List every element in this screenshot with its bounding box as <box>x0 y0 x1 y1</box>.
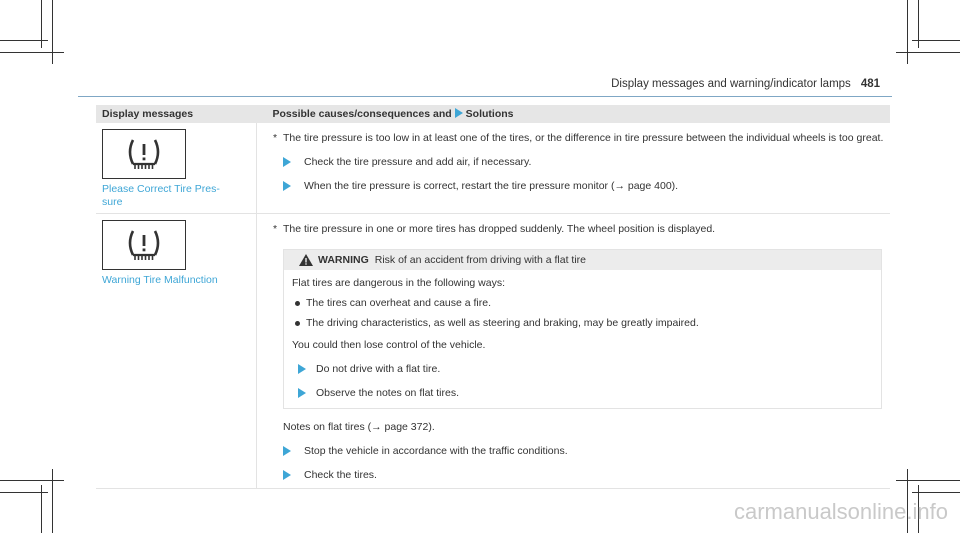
crop-mark <box>0 480 64 481</box>
solution-arrow-icon <box>283 157 291 167</box>
solution-step: Stop the vehicle in accordance with the traffic conditions. <box>257 445 890 458</box>
crop-mark <box>912 492 960 493</box>
causes-cell <box>257 214 891 489</box>
header-rule <box>78 96 892 97</box>
solution-arrow-icon <box>283 470 291 480</box>
causes-cell <box>257 123 891 214</box>
table-row <box>96 214 890 489</box>
bullet-icon <box>295 321 300 326</box>
warning-body <box>284 277 881 408</box>
warning-box <box>283 249 882 409</box>
crop-mark <box>0 40 48 41</box>
solution-arrow-icon <box>283 446 291 456</box>
crop-mark <box>52 0 53 64</box>
crop-mark <box>0 492 48 493</box>
running-header <box>611 78 880 90</box>
tire-pressure-warning-icon <box>102 129 186 179</box>
solution-step: Check the tire pressure and add air, if necessary. <box>257 156 890 169</box>
section-title: Display messages and warning/indicator lamps <box>611 78 851 90</box>
message-cell <box>96 123 257 214</box>
tire-pressure-warning-icon <box>102 220 186 270</box>
warning-header <box>284 250 881 270</box>
warning-title: Risk of an accident from driving with a flat tire <box>374 254 587 266</box>
display-message-text: Please Correct Tire Pres- sure <box>102 183 220 208</box>
solution-step: Check the tires. <box>257 469 890 482</box>
cause-text: * The tire pressure in one or more tires has dropped suddenly. The wheel position is displayed. <box>273 223 716 235</box>
solution-arrow-icon <box>455 108 463 118</box>
col-header-causes-solutions: Possible causes/consequences and Solutions <box>257 105 891 123</box>
solution-arrow-icon <box>298 364 306 374</box>
warning-step: Observe the notes on flat tires. <box>292 387 881 400</box>
table-header-row <box>96 105 890 123</box>
col-header-display-messages: Display messages <box>96 105 257 123</box>
crop-mark <box>896 52 960 53</box>
bullet-icon <box>295 301 300 306</box>
warning-intro: Flat tires are dangerous in the following ways: <box>292 277 506 289</box>
crop-mark <box>912 40 960 41</box>
display-messages-table <box>96 105 890 489</box>
solution-arrow-icon <box>298 388 306 398</box>
display-message-text: Warning Tire Malfunction <box>102 274 218 286</box>
solution-arrow-icon <box>283 181 291 191</box>
page-number: 481 <box>860 78 880 90</box>
solution-step: When the tire pressure is correct, restart the tire pressure monitor (→ page 400). <box>257 180 890 193</box>
watermark: carmanualsonline.info <box>733 499 948 524</box>
warning-keyword: WARNING <box>318 254 369 266</box>
list-item: The tires can overheat and cause a fire. <box>292 297 881 310</box>
crop-mark <box>0 52 64 53</box>
message-cell <box>96 214 257 489</box>
cross-reference-note: Notes on flat tires (→ page 372). <box>283 421 435 433</box>
cause-text: * The tire pressure is too low in at least one of the tires, or the difference in tire pressure between the individual wheels is too great. <box>273 132 884 144</box>
table-row <box>96 123 890 214</box>
crop-mark <box>896 480 960 481</box>
crop-mark <box>907 0 908 64</box>
warning-triangle-icon <box>299 254 313 266</box>
warning-consequence: You could then lose control of the vehicle. <box>292 339 486 351</box>
list-item: The driving characteristics, as well as steering and braking, may be greatly impaired. <box>292 317 881 330</box>
crop-mark <box>52 469 53 533</box>
warning-step: Do not drive with a flat tire. <box>292 363 881 376</box>
